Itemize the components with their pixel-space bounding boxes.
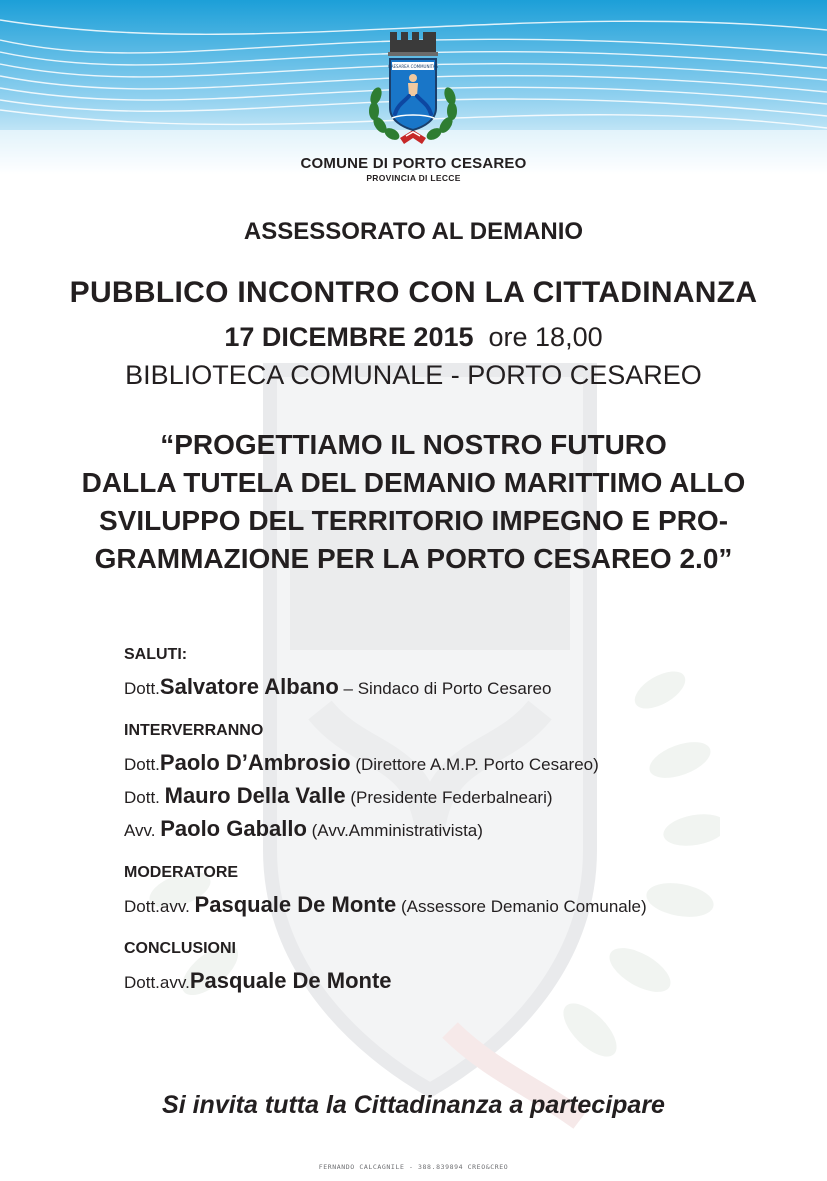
event-theme <box>0 426 827 578</box>
theme-line: SVILUPPO DEL TERRITORIO IMPEGNO E PRO- <box>98 505 729 536</box>
section-label: CONCLUSIONI <box>124 940 236 957</box>
speaker-role: (Assessore Demanio Comunale) <box>396 897 647 916</box>
designer-credit: FERNANDO CALCAGNILE - 388.839894 CREO&CREO <box>318 1163 509 1171</box>
speaker-name: Salvatore Albano <box>159 674 339 699</box>
theme-line: “PROGETTIAMO IL NOSTRO FUTURO <box>160 429 667 460</box>
speaker-role: (Avv.Amministrativista) <box>306 821 483 840</box>
speakers-section <box>124 722 804 844</box>
speaker-title: Avv. <box>124 821 161 840</box>
speaker-role: (Presidente Federbalneari) <box>345 788 553 807</box>
conclusions-section <box>124 940 804 996</box>
speaker-row <box>124 892 804 920</box>
municipal-crest-logo <box>362 26 464 151</box>
speaker-title: Dott.avv. <box>124 973 190 992</box>
speaker-row <box>124 816 804 844</box>
speaker-name: Mauro Della Valle <box>164 783 346 808</box>
speaker-row <box>124 674 804 702</box>
theme-line: DALLA TUTELA DEL DEMANIO MARITTIMO ALLO <box>81 467 746 498</box>
department-heading: ASSESSORATO AL DEMANIO <box>243 218 584 245</box>
speaker-name: Pasquale De Monte <box>189 968 392 993</box>
speaker-name: Paolo D’Ambrosio <box>159 750 351 775</box>
event-venue: BIBLIOTECA COMUNALE - PORTO CESAREO <box>125 360 702 390</box>
municipality-name: COMUNE DI PORTO CESAREO <box>300 155 527 172</box>
greetings-section <box>124 646 804 702</box>
event-date-time <box>0 322 827 353</box>
speaker-row <box>124 750 804 778</box>
event-time: ore 18,00 <box>488 322 603 352</box>
speaker-role: (Direttore A.M.P. Porto Cesareo) <box>350 755 599 774</box>
speaker-name: Paolo Gaballo <box>160 816 307 841</box>
event-date: 17 DICEMBRE 2015 <box>224 322 474 352</box>
speaker-row <box>124 968 804 996</box>
section-label: INTERVERRANNO <box>124 722 264 739</box>
moderator-section <box>124 864 804 920</box>
speaker-row <box>124 783 804 811</box>
speaker-role: – Sindaco di Porto Cesareo <box>338 679 552 698</box>
section-label: MODERATORE <box>124 864 239 881</box>
speaker-title: Dott. <box>124 755 160 774</box>
speaker-title: Dott. <box>124 679 160 698</box>
speaker-title: Dott. <box>124 788 165 807</box>
province-name: PROVINCIA DI LECCE <box>366 173 461 183</box>
event-title: PUBBLICO INCONTRO CON LA CITTADINANZA <box>69 276 758 309</box>
program <box>124 646 804 1016</box>
crown-icon <box>388 32 438 56</box>
speaker-name: Pasquale De Monte <box>194 892 397 917</box>
invitation-text: Si invita tutta la Cittadinanza a partecipare <box>162 1091 665 1119</box>
section-label: SALUTI: <box>124 646 188 663</box>
crest-text: CAESAREA COMMUNITAS <box>387 64 439 69</box>
theme-line: GRAMMAZIONE PER LA PORTO CESAREO 2.0” <box>94 543 733 574</box>
speaker-title: Dott.avv. <box>124 897 195 916</box>
